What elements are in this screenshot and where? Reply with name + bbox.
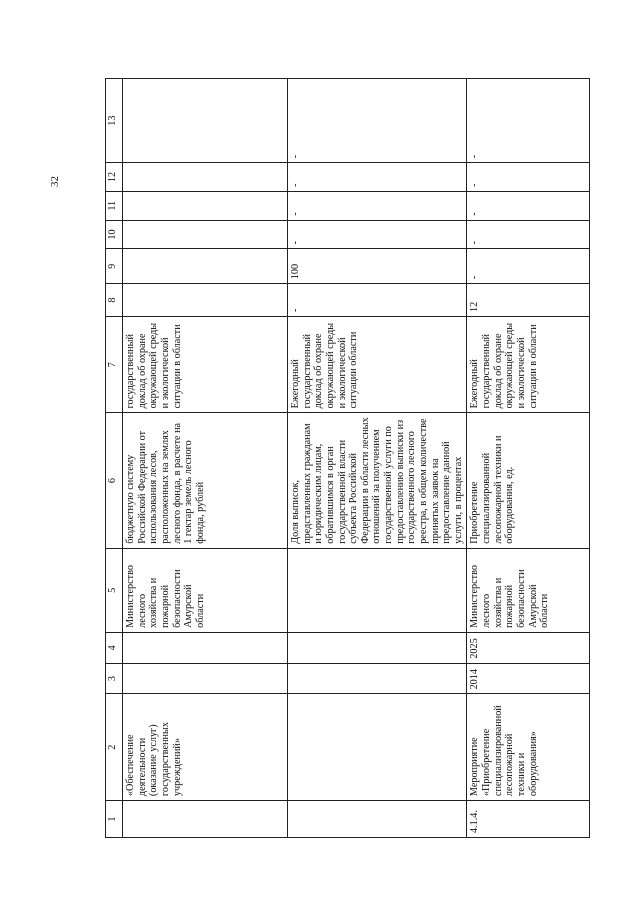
cell-start-year: 2014	[467, 663, 590, 694]
cell-value: 100	[288, 249, 467, 284]
table-row	[288, 79, 467, 838]
cell-value: -	[288, 284, 467, 317]
header-cell: 1	[106, 801, 123, 838]
cell-value: -	[467, 163, 590, 192]
cell-start-year	[288, 663, 467, 694]
cell-name: «Обеспечение деятельности (оказание услуг) государственных учреждений»	[123, 694, 288, 801]
cell-value: -	[467, 220, 590, 249]
cell-value: -	[288, 163, 467, 192]
header-cell: 5	[106, 548, 123, 632]
header-cell: 13	[106, 79, 123, 163]
cell-value: -	[467, 191, 590, 220]
header-cell: 7	[106, 317, 123, 413]
cell-executor	[288, 548, 467, 632]
cell-executor: Министерство лесного хозяйства и пожарной безопасности Амурской области	[467, 548, 590, 632]
cell-indicator: Приобретение специализированной лесопожарной техники и оборудования, ед.	[467, 413, 590, 548]
header-cell: 6	[106, 413, 123, 548]
table-row	[467, 79, 590, 838]
cell-executor: Министерство лесного хозяйства и пожарной безопасности Амурской области	[123, 548, 288, 632]
cell-value	[123, 220, 288, 249]
cell-value: -	[288, 79, 467, 163]
cell-number: 4.1.4.	[467, 801, 590, 838]
cell-source: Ежегодный государственный доклад об охране окружающей среды и экологической ситуации области	[288, 317, 467, 413]
cell-value	[123, 284, 288, 317]
page-number: 32	[49, 176, 61, 187]
cell-end-year	[288, 632, 467, 663]
cell-value	[123, 163, 288, 192]
cell-source: государственный доклад об охране окружающей среды и экологической ситуации в области	[123, 317, 288, 413]
header-cell: 2	[106, 694, 123, 801]
cell-value: -	[288, 191, 467, 220]
cell-indicator: Доля выписок, представленных гражданам и юридическим лицам, обратившимся в орган государственной власти субъекта Российской Федерации в области лесных отношений за получением государственной услуги по предоставлению выписки из государственного лесного реестра, в общем количестве принятых заявок на предоставление данной услуги, в процентах	[288, 413, 467, 548]
cell-number	[288, 801, 467, 838]
program-table-wrapper	[105, 78, 551, 838]
header-cell: 3	[106, 663, 123, 694]
header-cell: 10	[106, 220, 123, 249]
cell-end-year: 2025	[467, 632, 590, 663]
cell-name	[288, 694, 467, 801]
cell-value	[123, 191, 288, 220]
header-cell: 11	[106, 191, 123, 220]
cell-end-year	[123, 632, 288, 663]
table-row	[123, 79, 288, 838]
header-cell: 12	[106, 163, 123, 192]
header-row	[106, 79, 123, 838]
cell-indicator: бюджетную систему Российской Федерации от использования лесов, расположенных на землях лесного фонда, в расчете на 1 гектар земель лесного фонда, рублей	[123, 413, 288, 548]
cell-value: 12	[467, 284, 590, 317]
cell-value	[123, 79, 288, 163]
cell-number	[123, 801, 288, 838]
header-cell: 4	[106, 632, 123, 663]
cell-source: Ежегодный государственный доклад об охране окружающей среды и экологической ситуации в области	[467, 317, 590, 413]
cell-start-year	[123, 663, 288, 694]
cell-value: -	[288, 220, 467, 249]
cell-value: -	[467, 249, 590, 284]
cell-value	[123, 249, 288, 284]
cell-name: Мероприятие «Приобретение специализированной лесопожарной техники и оборудования»	[467, 694, 590, 801]
header-cell: 9	[106, 249, 123, 284]
program-table	[105, 78, 590, 838]
header-cell: 8	[106, 284, 123, 317]
cell-value: -	[467, 79, 590, 163]
